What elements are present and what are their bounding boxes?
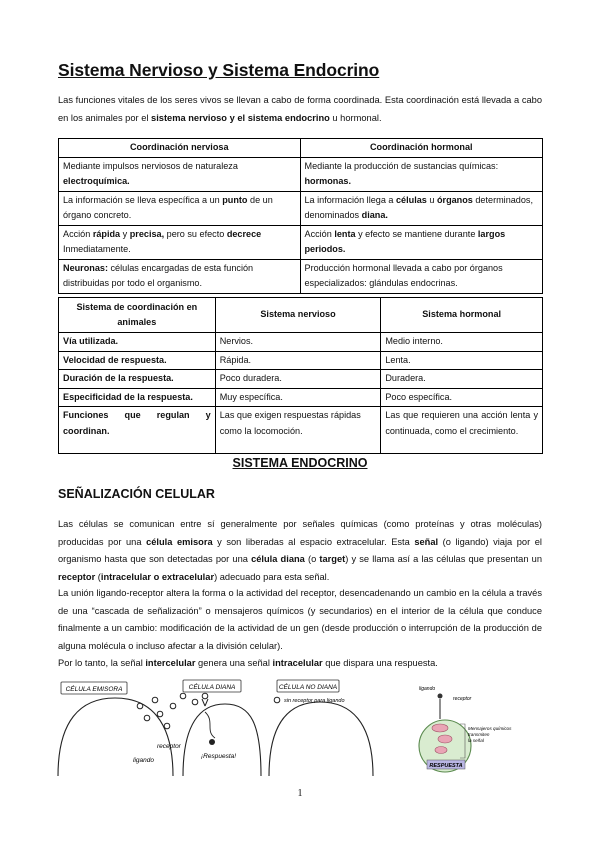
- table-header: Sistema hormonal: [381, 298, 543, 333]
- label-diana: CÉLULA DIANA: [188, 684, 236, 691]
- table-row: [59, 157, 543, 191]
- table-row: [59, 407, 543, 454]
- table-header: Coordinación hormonal: [300, 139, 543, 158]
- table-row: [59, 351, 543, 370]
- table-cell: Las que exigen respuestas rápidas como la locomoción.: [215, 407, 381, 454]
- paragraph-conclusion: Por lo tanto, la señal intercelular genera una señal intracelular que dispara una respuesta.: [58, 658, 438, 668]
- intro-bold: sistema nervioso: [151, 112, 227, 123]
- table-row: [59, 333, 543, 352]
- table-row: [59, 259, 543, 293]
- intro-paragraph: [58, 92, 542, 127]
- table-cell: Acción lenta y efecto se mantiene durante largos periodos.: [300, 225, 543, 259]
- table-header: Sistema de coordinación en animales: [59, 298, 216, 333]
- document-title: Sistema Nervioso y Sistema Endocrino: [58, 60, 380, 80]
- label-receptor-2: receptor: [453, 696, 472, 702]
- subsection-title: SEÑALIZACIÓN CELULAR: [58, 487, 215, 501]
- label-ligando-2: ligando: [419, 686, 436, 692]
- table-row: [59, 388, 543, 407]
- label-sin-receptor: sin receptor para ligando: [284, 698, 345, 704]
- table-cell: Poco específica.: [381, 388, 543, 407]
- table-row: [59, 370, 543, 389]
- row-label: Funciones que regulan y coordinan.: [59, 407, 216, 454]
- paragraph-signaling: Las células se comunican entre sí generalmente por señales químicas (como proteínas y otras moléculas) producidas por una célula emisora y son liberadas al espacio extracelular. Esta señal (o ligando) viaja por el organismo hasta que son detectadas por una célula diana (o target) y se llama así a las células que presentan un receptor (intracelular o extracelular) adecuado para esta señal.: [58, 519, 542, 582]
- table-cell: Nervios.: [215, 333, 381, 352]
- ligand-molecules: [137, 693, 198, 729]
- label-ligando: ligando: [133, 757, 154, 764]
- table-cell: Neuronas: células encargadas de esta función distribuidas por todo el organismo.: [59, 259, 301, 293]
- page-number: 1: [297, 788, 303, 799]
- table-row: [59, 191, 543, 225]
- row-label: Duración de la respuesta.: [59, 370, 216, 389]
- table-cell: Lenta.: [381, 351, 543, 370]
- table-cell: Mediante la producción de sustancias químicas: hormonas.: [300, 157, 543, 191]
- intro-bold: sistema endocrino: [247, 112, 330, 123]
- table-cell: La información llega a células u órganos determinados, denominados diana.: [300, 191, 543, 225]
- intro-text: u hormonal.: [329, 112, 382, 123]
- label-emisora: CÉLULA EMISORA: [65, 686, 123, 693]
- cell-signaling-diagram: [55, 676, 545, 776]
- label-respuesta-2: RESPUESTA: [429, 763, 463, 769]
- row-label: Velocidad de respuesta.: [59, 351, 216, 370]
- intro-text: y el: [227, 112, 248, 123]
- label-receptor: receptor: [157, 743, 181, 750]
- label-respuesta: ¡Respuesta!: [201, 753, 237, 760]
- table-cell: Producción hormonal llevada a cabo por órganos especializados: glándulas endocrinas.: [300, 259, 543, 293]
- systems-comparison-table: [58, 297, 543, 454]
- label-no-diana: CÉLULA NO DIANA: [278, 684, 338, 691]
- label-mensajeros: Mensajeros químicos transmiten la señal: [468, 726, 512, 743]
- table-cell: Muy específica.: [215, 388, 381, 407]
- target-cell: [133, 680, 261, 776]
- coordination-comparison-table: [58, 138, 543, 294]
- paragraph-cascade: La unión ligando-receptor altera la forma o la actividad del receptor, desencadenando un cambio en la célula a través de una “cascada de señalización” o mensajeros químicos (y secundarios) en el interior de la célula que conduce finalmente a un cambio: modificación de la actividad de un gen (desde producción o interrupción de la producción de alguna molécula o incluso afectar a la división celular).: [58, 588, 542, 651]
- table-header: Coordinación nerviosa: [59, 139, 301, 158]
- table-cell: Duradera.: [381, 370, 543, 389]
- section-title: SISTEMA ENDOCRINO: [232, 456, 368, 470]
- row-label: Vía utilizada.: [59, 333, 216, 352]
- emitting-cell: [58, 682, 173, 776]
- table-cell: Mediante impulsos nerviosos de naturaleza electroquímica.: [59, 157, 301, 191]
- table-row: [59, 225, 543, 259]
- cascade-cell: [419, 686, 513, 772]
- row-label: Especificidad de la respuesta.: [59, 388, 216, 407]
- intro-text: Las funciones vitales de los seres vivos se llevan a cabo de forma coordinada. Esta coordinación está llevada a cabo en los animales por el: [58, 95, 542, 123]
- table-cell: Poco duradera.: [215, 370, 381, 389]
- table-cell: Medio interno.: [381, 333, 543, 352]
- non-target-cell: [269, 680, 373, 776]
- table-cell: Rápida.: [215, 351, 381, 370]
- table-cell: Las que requieren una acción lenta y continuada, como el crecimiento.: [381, 407, 543, 454]
- table-cell: Acción rápida y precisa, pero su efecto decrece Inmediatamente.: [59, 225, 301, 259]
- table-header: Sistema nervioso: [215, 298, 381, 333]
- table-cell: La información se lleva específica a un punto de un órgano concreto.: [59, 191, 301, 225]
